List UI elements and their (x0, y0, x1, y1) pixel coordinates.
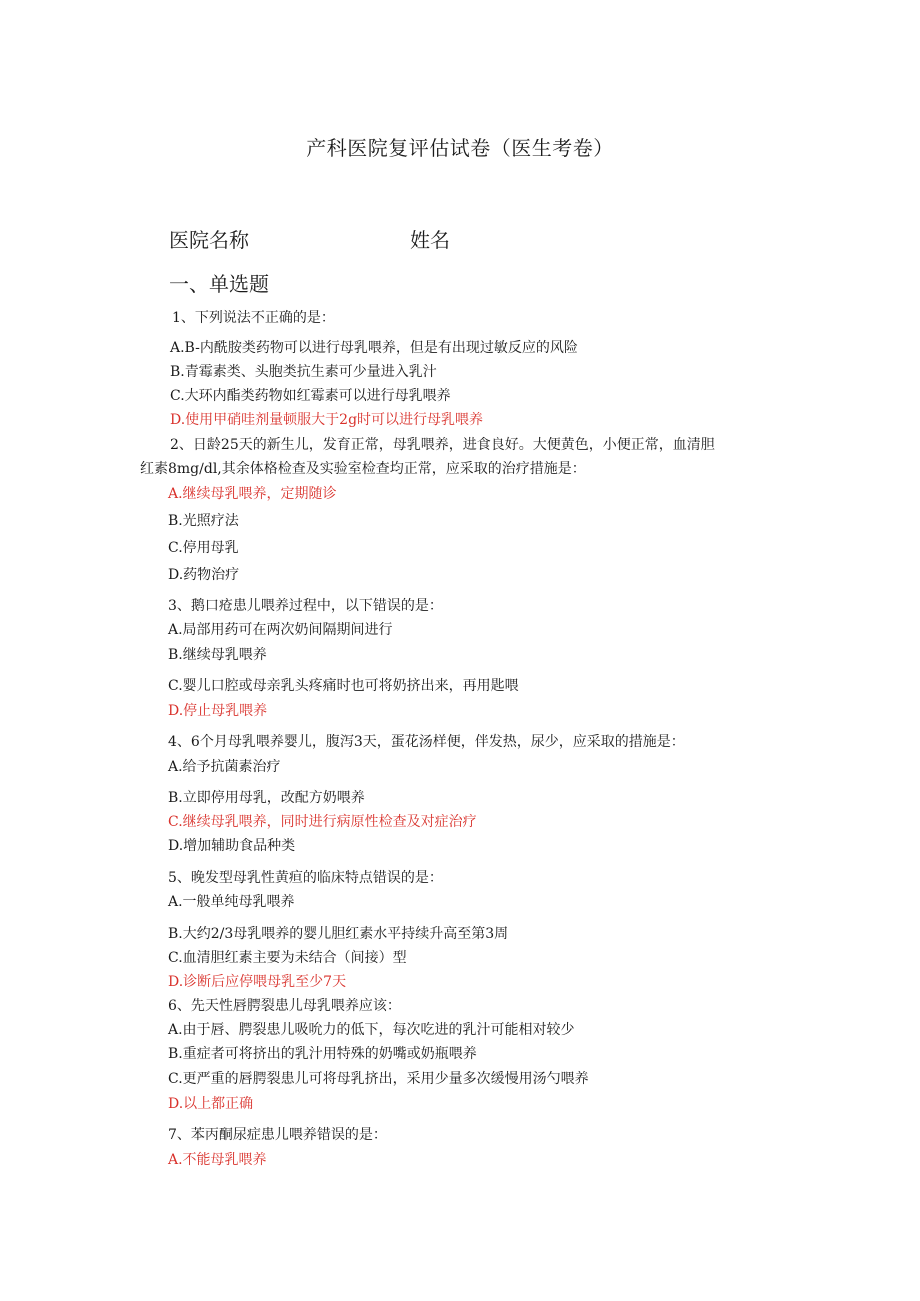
q5-option-d: D.诊断后应停喂母乳至少7天 (168, 974, 347, 990)
question-6-stem: 6、先天性唇腭裂患儿母乳喂养应该： (168, 998, 401, 1014)
q2-option-b: B.光照疗法 (168, 513, 239, 529)
q7-option-a: A.不能母乳喂养 (168, 1152, 267, 1168)
q6-option-a: A.由于唇、腭裂患儿吸吮力的低下，每次吃进的乳汁可能相对较少 (168, 1022, 575, 1038)
q2-option-a: A.继续母乳喂养，定期随诊 (168, 486, 337, 502)
name-label: 姓名 (410, 228, 450, 252)
q5-option-b: B.大约2/3母乳喂养的婴儿胆红素水平持续升高至第3周 (168, 926, 509, 942)
q1-option-a: A.B-内酰胺类药物可以进行母乳喂养，但是有出现过敏反应的风险 (170, 340, 578, 356)
q1-option-b: B.青霉素类、头胞类抗生素可少量进入乳汁 (170, 364, 437, 380)
q3-option-b: B.继续母乳喂养 (168, 647, 267, 663)
section-title: 一、单选题 (169, 272, 269, 296)
question-5-stem: 5、晚发型母乳性黄疸的临床特点错误的是： (168, 870, 443, 886)
question-2-stem: 2、日龄25天的新生儿，发育正常，母乳喂养，进食良好。大便黄色，小便正常，血清胆 (170, 437, 715, 453)
q3-option-a: A.局部用药可在两次奶间隔期间进行 (168, 622, 393, 638)
q4-option-d: D.增加辅助食品种类 (168, 838, 296, 854)
question-2-stem-cont: 红素8mg∕dl,其余体格检查及实验室检查均正常，应采取的治疗措施是： (140, 461, 586, 477)
question-1-stem: 1、下列说法不正确的是： (172, 310, 335, 326)
q4-option-c: C.继续母乳喂养，同时进行病原性检查及对症治疗 (168, 814, 477, 830)
q2-option-c: C.停用母乳 (168, 540, 239, 556)
question-3-stem: 3、鹅口疮患儿喂养过程中，以下错误的是： (168, 598, 443, 614)
q4-option-a: A.给予抗菌素治疗 (168, 759, 281, 775)
q6-option-d: D.以上都正确 (168, 1096, 254, 1112)
question-4-stem: 4、6个月母乳喂养婴儿，腹泻3天，蛋花汤样便，伴发热，尿少，应采取的措施是： (168, 734, 685, 750)
q3-option-c: C.婴儿口腔或母亲乳头疼痛时也可将奶挤出来，再用匙喂 (168, 678, 519, 694)
q2-option-d: D.药物治疗 (168, 567, 240, 583)
q4-option-b: B.立即停用母乳，改配方奶喂养 (168, 790, 365, 806)
question-7-stem: 7、苯丙酮尿症患儿喂养错误的是： (168, 1127, 387, 1143)
q6-option-b: B.重症者可将挤出的乳汁用特殊的奶嘴或奶瓶喂养 (168, 1046, 477, 1062)
q6-option-c: C.更严重的唇腭裂患儿可将母乳挤出，采用少量多次缓慢用汤勺喂养 (168, 1071, 589, 1087)
hospital-name-label: 医院名称 (169, 228, 249, 252)
q1-option-c: C.大环内酯类药物如红霉素可以进行母乳喂养 (170, 388, 451, 404)
q1-option-d: D.使用甲硝哇剂量顿服大于2g时可以进行母乳喂养 (170, 412, 484, 428)
q5-option-c: C.血清胆红素主要为未结合（间接）型 (168, 950, 407, 966)
q3-option-d: D.停止母乳喂养 (168, 703, 268, 719)
q5-option-a: A.一般单纯母乳喂养 (168, 894, 295, 910)
page-title: 产科医院复评估试卷（医生考卷） (306, 136, 614, 160)
